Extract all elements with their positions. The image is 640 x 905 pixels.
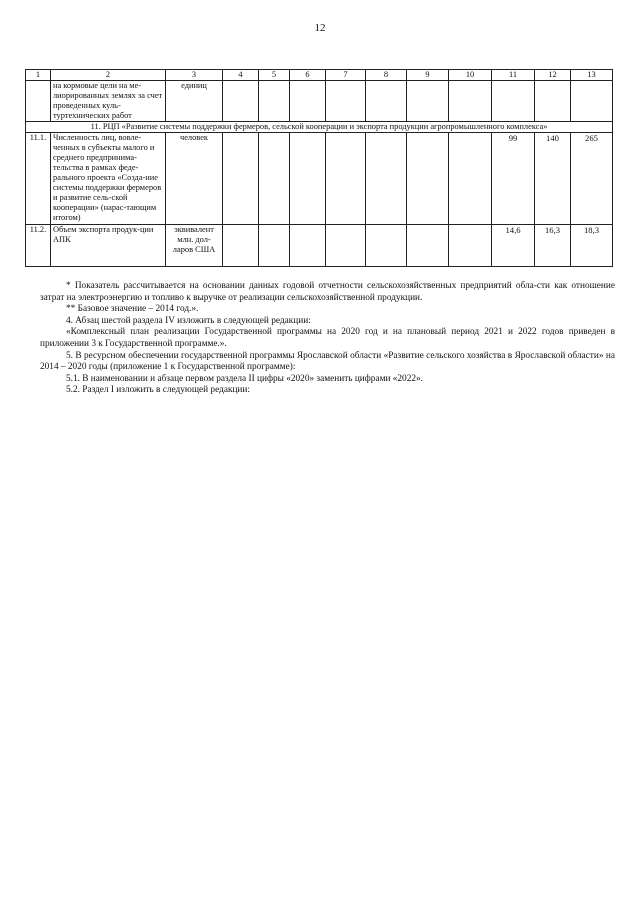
row-number: 11.1. xyxy=(26,133,51,225)
paragraph: 5. В ресурсном обеспечении государственной программы Ярославской области «Развитие сельского хозяйства в Ярославской области» на 2014 – 2020 годы (приложение 1 к Государственной программе): xyxy=(40,350,615,373)
header-cell: 1 xyxy=(26,70,51,81)
value-col-12: 140 xyxy=(535,133,571,225)
value-col-13: 18,3 xyxy=(571,225,613,267)
header-cell: 12 xyxy=(535,70,571,81)
footnote-1: * Показатель рассчитывается на основании данных годовой отчетности сельскохозяйственных предприятий обла-сти как отношение затрат на электроэнергию и топливо к выручке от реализации сельскохозяйственной продукции. xyxy=(40,281,615,303)
row-unit: эквивалент млн. дол-ларов США xyxy=(166,225,223,267)
value-col-13: 265 xyxy=(571,133,613,225)
row-indicator-name: Объем экспорта продук-ции АПК xyxy=(51,225,166,267)
section-title: 11. РЦП «Развитие системы поддержки фермеров, сельской кооперации и экспорта продукции агропромышленного комплекса» xyxy=(26,122,613,133)
table-row xyxy=(26,225,613,267)
row-unit: человек xyxy=(166,133,223,225)
header-cell: 6 xyxy=(290,70,326,81)
value-col-11: 14,6 xyxy=(492,225,535,267)
header-cell: 5 xyxy=(259,70,290,81)
header-cell: 3 xyxy=(166,70,223,81)
paragraph: 4. Абзац шестой раздела IV изложить в следующей редакции: xyxy=(66,315,311,326)
paragraph: «Комплексный план реализации Государственной программы на 2020 год и на плановый период 2021 и 2022 годов приведен в приложении 3 к Государственной программе.». xyxy=(40,327,615,349)
header-cell: 8 xyxy=(366,70,407,81)
table-header-row xyxy=(26,70,613,81)
paragraph: 5.2. Раздел I изложить в следующей редакции: xyxy=(66,385,250,396)
value-col-12: 16,3 xyxy=(535,225,571,267)
row-indicator-name: на кормовые цели на ме-лиорированных землях за счет проведенных куль-туртехнических работ xyxy=(51,81,166,122)
paragraph: 5.1. В наименовании и абзаце первом раздела II цифры «2020» заменить цифрами «2022». xyxy=(66,373,423,384)
header-cell: 4 xyxy=(223,70,259,81)
indicators-table xyxy=(25,69,613,267)
row-unit: единиц xyxy=(166,81,223,122)
page-number: 12 xyxy=(314,22,326,34)
row-number: 11.2. xyxy=(26,225,51,267)
header-cell: 13 xyxy=(571,70,613,81)
row-indicator-name: Численность лиц, вовле-ченных в субъекты малого и среднего предпринима-тельства в рамках феде-рального проекта «Созда-ние системы поддержки фермеров и развитие сель-ской кооперации» (нарас-тающим итогом) xyxy=(51,133,166,225)
body-text xyxy=(40,281,615,397)
header-cell: 7 xyxy=(326,70,366,81)
table-row xyxy=(26,133,613,225)
table-row-continued xyxy=(26,81,613,122)
header-cell: 2 xyxy=(51,70,166,81)
value-col-11: 99 xyxy=(492,133,535,225)
header-cell: 10 xyxy=(449,70,492,81)
row-number xyxy=(26,81,51,122)
footnote-2: ** Базовое значение – 2014 год.». xyxy=(66,304,199,315)
section-row xyxy=(26,122,613,133)
header-cell: 11 xyxy=(492,70,535,81)
header-cell: 9 xyxy=(407,70,449,81)
